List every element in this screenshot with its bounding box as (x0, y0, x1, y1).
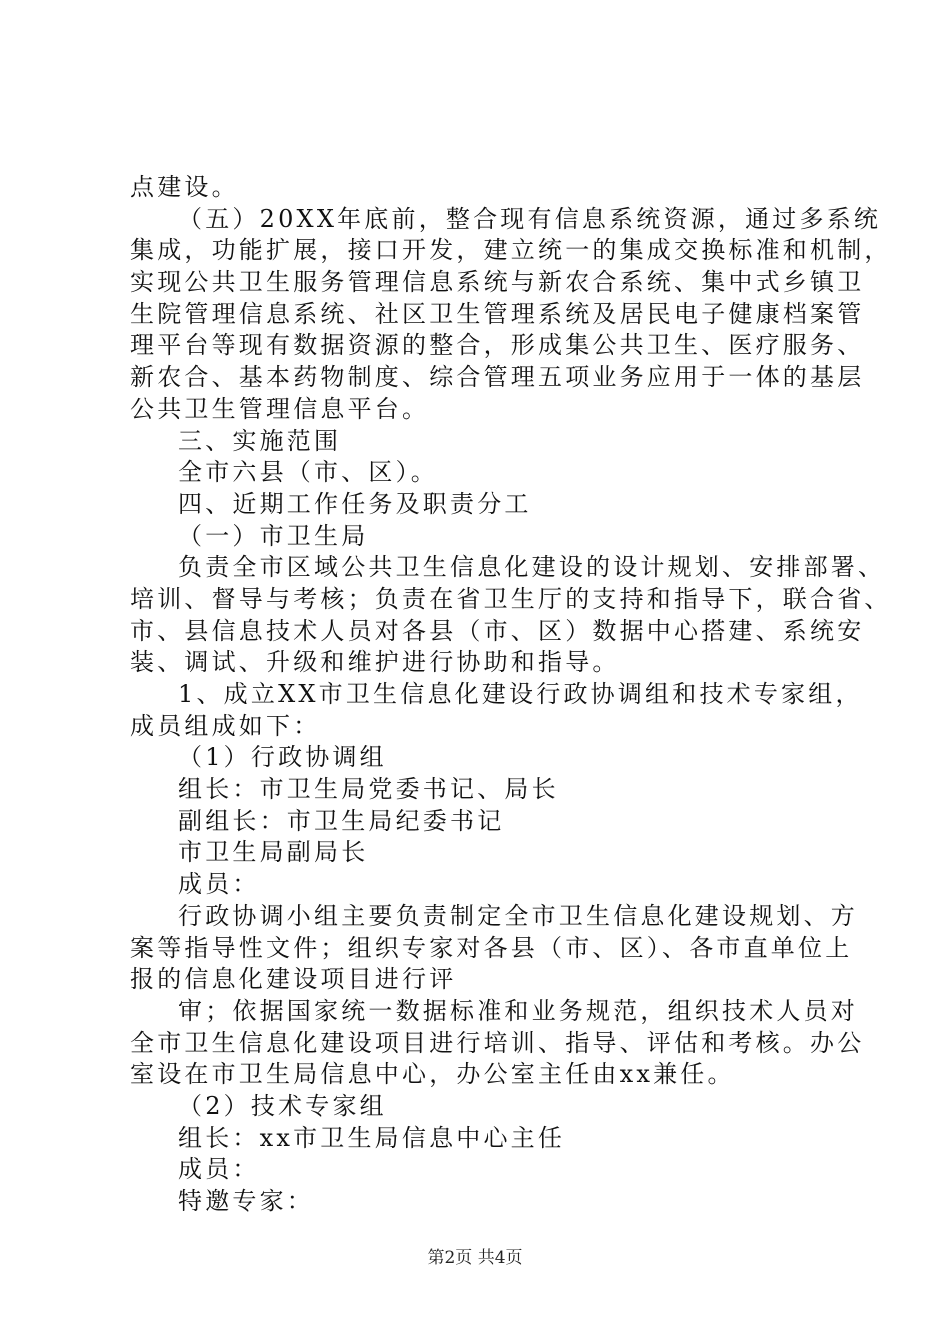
text-line: 生院管理信息系统、社区卫生管理系统及居民电子健康档案管 (130, 299, 865, 328)
text-line: 公共卫生管理信息平台。 (130, 394, 430, 423)
text-line: 行政协调小组主要负责制定全市卫生信息化建设规划、方 (178, 901, 858, 930)
text-line: 组长：市卫生局党委书记、局长 (178, 775, 559, 804)
subsection-heading: （1）行政协调组 (178, 743, 387, 772)
text-line: 新农合、基本药物制度、综合管理五项业务应用于一体的基层 (130, 363, 865, 392)
text-line: 组长：xx市卫生局信息中心主任 (178, 1123, 566, 1152)
page-footer (0, 1243, 950, 1268)
text-line: 市卫生局副局长 (178, 838, 369, 867)
text-line: 审；依据国家统一数据标准和业务规范，组织技术人员对 (178, 996, 858, 1025)
text-line: 培训、督导与考核；负责在省卫生厅的支持和指导下，联合省、 (130, 584, 892, 613)
subsection-heading: （一）市卫生局 (178, 521, 369, 550)
text-line: 成员： (178, 870, 260, 899)
text-line: 报的信息化建设项目进行评 (130, 965, 457, 994)
page-number-label: 第2页 共4页 (427, 1248, 523, 1268)
text-line: （五）20XX年底前，整合现有信息系统资源，通过多系统 (178, 204, 882, 233)
section-heading: 四、近期工作任务及职责分工 (178, 489, 532, 518)
text-line: 全市卫生信息化建设项目进行培训、指导、评估和考核。办公 (130, 1028, 865, 1057)
text-line: 副组长：市卫生局纪委书记 (178, 806, 505, 835)
text-line: 市、县信息技术人员对各县（市、区）数据中心搭建、系统安 (130, 616, 865, 645)
text-line: 室设在市卫生局信息中心，办公室主任由xx兼任。 (130, 1060, 735, 1089)
text-line: 特邀专家： (178, 1187, 314, 1215)
section-heading: 三、实施范围 (178, 426, 342, 455)
text-line: 成员组成如下： (130, 711, 321, 740)
document-body (130, 172, 892, 1218)
text-line: 理平台等现有数据资源的整合，形成集公共卫生、医疗服务、 (130, 331, 865, 360)
text-line: 全市六县（市、区）。 (178, 458, 438, 487)
text-line: 1、成立XX市卫生信息化建设行政协调组和技术专家组， (178, 680, 863, 708)
text-line: 实现公共卫生服务管理信息系统与新农合系统、集中式乡镇卫 (130, 268, 865, 297)
text-line: 负责全市区域公共卫生信息化建设的设计规划、安排部署、 (178, 553, 886, 582)
text-line: 点建设。 (130, 173, 239, 201)
text-line: 案等指导性文件；组织专家对各县（市、区）、各市直单位上 (130, 933, 853, 962)
text-line: 集成，功能扩展，接口开发，建立统一的集成交换标准和机制， (130, 236, 892, 265)
text-line: 成员： (178, 1155, 260, 1184)
subsection-heading: （2）技术专家组 (178, 1091, 387, 1120)
text-line: 装、调试、升级和维护进行协助和指导。 (130, 648, 620, 677)
